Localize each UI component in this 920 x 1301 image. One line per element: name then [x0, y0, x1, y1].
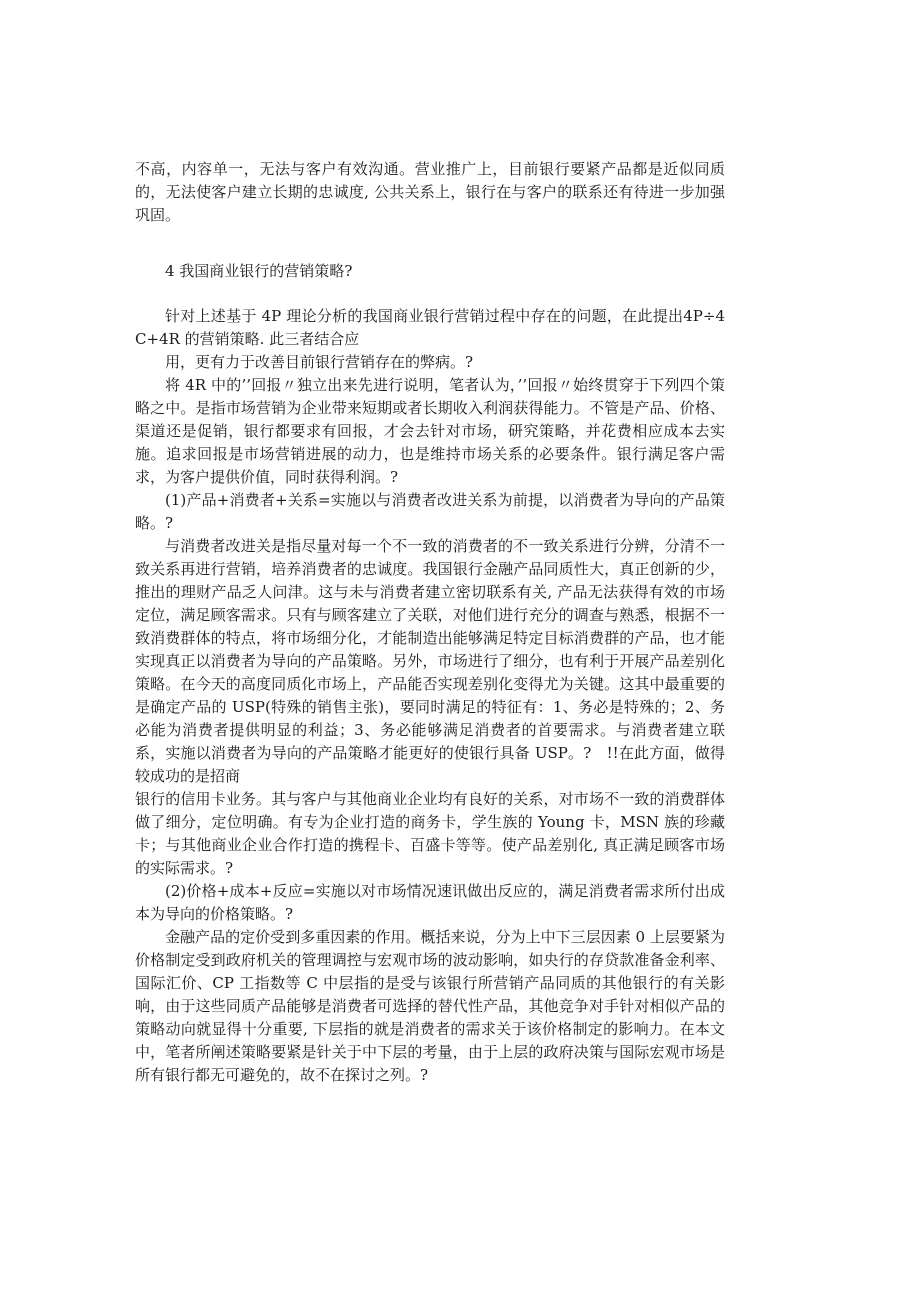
paragraph-product-strategy: 与消费者改进关是指尽量对每一个不一致的消费者的不一致关系进行分辨，分清不一致关系再进行营销，培养消费者的忠诚度。我国银行金融产品同质性大，真正创新的少，推出的理财产品乏人问津。这与未与消费者建立密切联系有关, 产品无法获得有效的市场定位，满足顾客需求。只有与顾客建立了关联，对他们进行充分的调查与熟悉，根据不一致消费群体的特点，将市场细分化，才能制造出能够满足特定目标消费群的产品，也才能实现真正以消费者为导向的产品策略。另外，市场进行了细分，也有利于开展产品差别化策略。在今天的高度同质化市场上，产品能否实现差别化变得尤为关键。这其中最重要的是确定产品的 USP(特殊的销售主张)，要同时满足的特征有：1、务必是特殊的；2、务必能为消费者提供明显的利益；3、务必能够满足消费者的首要需求。与消费者建立联系，实施以消费者为导向的产品策略才能更好的使银行具备 USP。? !!在此方面，做得较成功的是招商: [135, 537, 725, 785]
paragraph-intro-cont: 用，更有力于改善目前银行营销存在的弊病。?: [165, 353, 474, 371]
document-body: [135, 158, 725, 1087]
section-heading: 4 我国商业银行的营销策略?: [165, 262, 353, 280]
paragraph-return: 将 4R 中的’’回报〃独立出来先进行说明，笔者认为，’’回报〃始终贯穿于下列四个策略之中。是指市场营销为企业带来短期或者长期收入利润获得能力。不管是产品、价格、渠道还是促销，银行都要求有回报，才会去针对市场，研究策略，并花费相应成本去实施。追求回报是市场营销进展的动力，也是维持市场关系的必要条件。银行满足客户需求，为客户提供价值，同时获得利润。?: [135, 376, 725, 486]
paragraph-price-strategy-title: (2)价格+成本+反应=实施以对市场情况速讯做出反应的，满足消费者需求所付出成本为导向的价格策略。?: [135, 882, 725, 923]
paragraph-price-strategy: 金融产品的定价受到多重因素的作用。概括来说，分为上中下三层因素 0 上层要紧为价格制定受到政府机关的管理调控与宏观市场的波动影响，如央行的存贷款准备金利率、国际汇价、CP 工指数等 C 中层指的是受与该银行所营销产品同质的其他银行的有关影响，由于这些同质产品能够是消费者可选择的替代性产品，其他竞争对手针对相似产品的策略动向就显得十分重要, 下层指的就是消费者的需求关于该价格制定的影响力。在本文中，笔者所阐述策略要紧是针关于中下层的考量，由于上层的政府决策与国际宏观市场是所有银行都无可避免的，故不在探讨之列。?: [135, 928, 725, 1084]
paragraph-intro: 针对上述基于 4P 理论分析的我国商业银行营销过程中存在的问题，在此提出4P÷4C+4R 的营销策略. 此三者结合应: [135, 307, 725, 348]
paragraph-credit-card: 银行的信用卡业务。其与客户与其他商业企业均有良好的关系，对市场不一致的消费群体做了细分，定位明确。有专为企业打造的商务卡，学生族的 Young 卡，MSN 族的珍藏卡；与其他商业企业合作打造的携程卡、百盛卡等等。使产品差别化, 真正满足顾客市场的实际需求。?: [135, 790, 725, 877]
paragraph-product-strategy-title: (1)产品+消费者+关系=实施以与消费者改进关系为前提，以消费者为导向的产品策略。?: [135, 491, 725, 532]
paragraph-continuation: 不高，内容单一，无法与客户有效沟通。营业推广上，目前银行要紧产品都是近似同质的，无法使客户建立长期的忠诚度, 公共关系上，银行在与客户的联系还有待进一步加强巩固。: [135, 160, 725, 224]
